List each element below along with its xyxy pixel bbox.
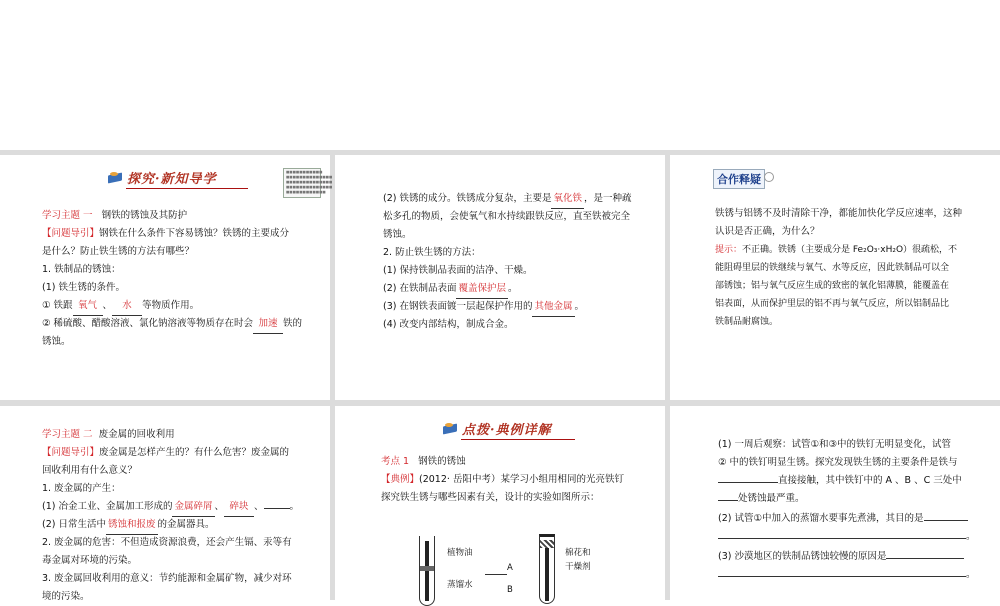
banner-underline bbox=[461, 439, 575, 440]
item-1a1 bbox=[42, 297, 199, 316]
question-2-line-2 bbox=[718, 528, 976, 546]
answer-iron-oxide: 氧化铁 bbox=[551, 190, 584, 209]
topic-heading bbox=[42, 207, 187, 225]
slide-thumbnail-3[interactable] bbox=[670, 155, 1000, 400]
label-cotton: 棉花和 bbox=[565, 548, 591, 558]
banner-underline bbox=[126, 188, 248, 189]
slide-thumbnail-1[interactable] bbox=[0, 155, 333, 400]
question-1-line-1: (1) 一周后观察：试管①和③中的铁钉无明显变化，试管 bbox=[718, 439, 952, 450]
answer-line-4: 铝表面，从而保护里层的铝不再与氧气反应，所以铝制品比 bbox=[715, 299, 950, 309]
oil-layer bbox=[420, 566, 434, 571]
item-3b: 境的污染。 bbox=[42, 591, 90, 602]
text: (2) 铁锈的成分。铁锈成分复杂，主要是 bbox=[383, 193, 552, 204]
point-heading bbox=[381, 453, 466, 471]
guide-text: 钢铁在什么条件下容易锈蚀？铁锈的主要成分 bbox=[99, 228, 290, 239]
label-a: A bbox=[507, 563, 513, 573]
text: 直接接触，其中铁钉中的 A 、B 、C 三处中 bbox=[778, 475, 962, 486]
item-1a2-cont: 锈蚀。 bbox=[42, 336, 71, 347]
point-label: 考点 1 bbox=[381, 456, 410, 467]
topic-title: 废金属的回收利用 bbox=[98, 429, 175, 440]
text: ① 铁跟 bbox=[42, 300, 73, 311]
line-5: (1) 保持铁制品表面的洁净、干燥。 bbox=[383, 265, 533, 276]
topic-heading bbox=[42, 426, 175, 444]
item-2: 2. 废金属的危害：不但造成资源浪费，还会产生镉、汞等有 bbox=[42, 537, 292, 548]
text: (1) 冶金工业、金属加工形成的 bbox=[42, 501, 173, 512]
text: (2) 在铁制品表面 bbox=[383, 283, 457, 294]
text: 等物质作用。 bbox=[142, 300, 200, 311]
example-line-1 bbox=[381, 471, 624, 489]
text: (3) 沙漠地区的铁制品锈蚀较慢的原因是 bbox=[718, 551, 887, 562]
point-title: 钢铁的锈蚀 bbox=[418, 456, 466, 467]
question-2-line-1 bbox=[718, 510, 968, 528]
answer-oxygen: 氧气 bbox=[73, 297, 103, 316]
text: 铁的 bbox=[283, 318, 303, 329]
label-vegetable-oil: 植物油 bbox=[447, 548, 473, 558]
blank bbox=[718, 472, 778, 483]
slide-thumbnail-4[interactable] bbox=[0, 406, 330, 600]
item-3: 3. 废金属回收利用的意义：节约能源和金属矿物，减少对环 bbox=[42, 573, 292, 584]
cotton-desiccant bbox=[540, 540, 554, 548]
question-line-1: 铁锈与铝锈不及时清除干净，都能加快化学反应速率，这种 bbox=[715, 208, 963, 219]
topic-label: 学习主题 二 bbox=[42, 429, 93, 440]
hint-label: 提示： bbox=[715, 245, 743, 255]
text: 处锈蚀最严重。 bbox=[738, 493, 805, 504]
text: 。 bbox=[289, 501, 300, 512]
line-8: (4) 改变内部结构，制成合金。 bbox=[383, 319, 514, 330]
question-1-line-3 bbox=[718, 472, 962, 490]
line-4: 2. 防止铁生锈的方法： bbox=[383, 247, 481, 258]
guide-line-1 bbox=[42, 225, 289, 243]
item-1: 1. 铁制品的锈蚀： bbox=[42, 264, 121, 275]
magnifier-icon bbox=[764, 172, 774, 182]
question-1-line-2: ② 中的铁钉明显生锈。探究发现铁生锈的主要条件是铁与 bbox=[718, 457, 958, 468]
label-distilled-water: 蒸馏水 bbox=[447, 580, 473, 590]
item-1b bbox=[42, 516, 215, 535]
item-1a2 bbox=[42, 315, 302, 334]
blank bbox=[718, 490, 738, 501]
label-desiccant: 干燥剂 bbox=[565, 562, 591, 572]
text: ② 稀硫酸、醋酸溶液、氯化钠溶液等物质存在时会 bbox=[42, 318, 254, 329]
text: (2) 日常生活中 bbox=[42, 519, 106, 530]
text: 不正确。铁锈（主要成分是 Fe₂O₃·xH₂O）很疏松，不 bbox=[742, 245, 958, 255]
answer-chunks: 碎块 bbox=[224, 498, 254, 517]
line-3: 锈蚀。 bbox=[383, 229, 412, 240]
slide-thumbnail-2[interactable] bbox=[335, 155, 665, 400]
item-1a: (1) 铁生锈的条件。 bbox=[42, 282, 125, 293]
answer-metal-scrap: 金属碎屑 bbox=[172, 498, 214, 517]
question-3-line-2 bbox=[718, 566, 976, 584]
section-banner bbox=[443, 418, 575, 438]
answer-corroded: 锈蚀和报废 bbox=[106, 516, 158, 535]
blank-top-area bbox=[0, 0, 1000, 150]
blank bbox=[264, 498, 290, 509]
text: 、 bbox=[102, 300, 113, 311]
text: 。 bbox=[966, 531, 976, 542]
book-icon bbox=[443, 423, 457, 434]
question-1-line-4 bbox=[718, 490, 805, 508]
blank bbox=[924, 510, 968, 521]
answer-accelerate: 加速 bbox=[253, 315, 283, 334]
guide-line-2: 是什么？防止铁生锈的方法有哪些？ bbox=[42, 246, 195, 257]
banner-title: 探究·新知导学 bbox=[127, 171, 217, 187]
pointer-line bbox=[485, 574, 507, 575]
example-line-2: 探究铁生锈与哪些因素有关，设计的实验如图所示： bbox=[381, 492, 600, 503]
text: 。 bbox=[574, 301, 585, 312]
guide-label: 【问题导引】 bbox=[42, 447, 100, 458]
blank bbox=[718, 528, 966, 539]
label-b: B bbox=[507, 585, 513, 595]
answer-line-5: 铁制品耐腐蚀。 bbox=[715, 317, 779, 327]
line-7 bbox=[383, 298, 584, 317]
guide-text: 废金属是怎样产生的？有什么危害？废金属的 bbox=[99, 447, 290, 458]
iron-nail-1 bbox=[425, 541, 429, 601]
example-label: 【典例】 bbox=[381, 474, 420, 485]
text: (2012· 岳阳中考）某学习小组用相同的光亮铁钉 bbox=[419, 474, 624, 485]
text: ，是一种疏 bbox=[584, 193, 632, 204]
answer-line-3: 部锈蚀；铝与氧气反应生成的致密的氧化铝薄膜，能覆盖在 bbox=[715, 281, 950, 291]
text: 的金属器具。 bbox=[157, 519, 215, 530]
topic-label: 学习主题 一 bbox=[42, 210, 93, 221]
text: 、 bbox=[254, 501, 264, 512]
text: 、 bbox=[214, 501, 225, 512]
text: (2) 试管①中加入的蒸馏水要事先煮沸，其目的是 bbox=[718, 513, 924, 524]
question-line-2: 认识是否正确，为什么？ bbox=[715, 226, 820, 237]
section-banner bbox=[108, 167, 248, 187]
cooperation-header: 合作释疑 bbox=[713, 169, 765, 189]
text: (3) 在钢铁表面镀一层起保护作用的 bbox=[383, 301, 533, 312]
answer-line-1 bbox=[715, 241, 957, 259]
book-icon bbox=[108, 172, 122, 183]
item-2b: 毒金属对环境的污染。 bbox=[42, 555, 138, 566]
guide-line-1 bbox=[42, 444, 289, 462]
guide-label: 【问题导引】 bbox=[42, 228, 100, 239]
text: 。 bbox=[966, 569, 976, 580]
slide-thumbnail-5[interactable] bbox=[335, 406, 665, 600]
question-3-line-1 bbox=[718, 548, 964, 566]
banner-title: 点拨·典例详解 bbox=[462, 422, 552, 438]
text: 。 bbox=[508, 283, 518, 294]
blank bbox=[718, 566, 966, 577]
answer-line-2: 能阻碍里层的铁继续与氧气、水等反应，因此铁制品可以全 bbox=[715, 263, 950, 273]
sticky-note-graphic: ■■■■■■■■■■■ ■■■■■■■■■■■■■■ ■■■■■■■■■■■■■■ ■■■■■■■■■■■■■■ ■■■■■■■■■■■■ bbox=[283, 168, 321, 198]
line-2: 松多孔的物质，会使氧气和水持续跟铁反应，直至铁被完全 bbox=[383, 211, 631, 222]
topic-title: 钢铁的锈蚀及其防护 bbox=[101, 210, 188, 221]
slide-thumbnail-6[interactable] bbox=[670, 406, 1000, 600]
guide-line-2: 回收利用有什么意义？ bbox=[42, 465, 138, 476]
item-1a bbox=[42, 498, 299, 517]
slide-sorter-grid bbox=[0, 150, 1000, 600]
line-6 bbox=[383, 280, 518, 299]
answer-protective-layer: 覆盖保护层 bbox=[456, 280, 508, 299]
item-1: 1. 废金属的产生： bbox=[42, 483, 121, 494]
line-1 bbox=[383, 190, 632, 209]
answer-other-metal: 其他金属 bbox=[532, 298, 574, 317]
blank bbox=[886, 548, 964, 559]
iron-nail-3 bbox=[545, 546, 549, 601]
answer-water: 水 bbox=[112, 297, 142, 316]
